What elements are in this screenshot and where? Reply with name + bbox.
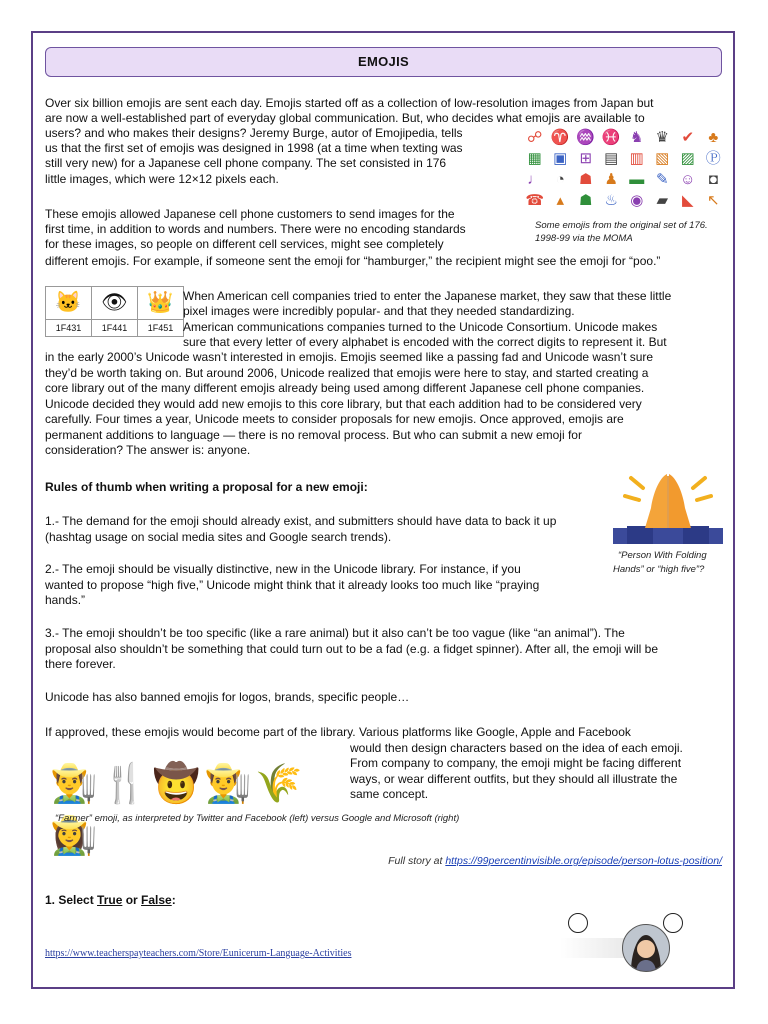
original-emoji-glyph: ♩ — [527, 171, 543, 188]
source-link[interactable]: https://99percentinvisible.org/episode/person-lotus-position/ — [445, 855, 722, 867]
original-emoji-glyph: ♒ — [576, 129, 596, 146]
original-emoji-glyph: ◘ — [708, 171, 718, 188]
para3-line-8: Unicode decided they would add new emojis to this core library, but that each addition had to be considered very — [45, 397, 642, 411]
intro-line-2: are now a well-established part of everyday global communication. But, who decides what emojis are available to — [45, 111, 645, 125]
author-avatar — [622, 924, 670, 972]
approved-line-3: From company to company, the emoji might be facing different — [350, 756, 682, 770]
approved-line-1: If approved, these emojis would become part of the library. Various platforms like Google, Apple and Facebook — [45, 725, 631, 739]
para3-line-3: American communications companies turned to the Unicode Consortium. Unicode makes — [183, 320, 658, 334]
question-colon: : — [171, 893, 176, 907]
rule2-line-3: hands.” — [45, 593, 86, 607]
question-number: 1. Select — [45, 893, 98, 907]
original-emoji-glyph: ▤ — [604, 150, 619, 167]
answer-circle-left[interactable] — [568, 913, 588, 933]
cat-icon: 🐱 — [46, 287, 92, 320]
original-emoji-glyph: ▥ — [629, 150, 644, 167]
original-emoji-glyph: ▦ — [527, 150, 542, 167]
page-title: EMOJIS — [45, 47, 722, 77]
false-option[interactable]: False — [141, 893, 172, 907]
crown-icon: 👑 — [138, 287, 184, 320]
para3-line-5: in the early 2000’s Unicode wasn’t interested in emojis. Emojis seemed like a passing fad and Unicode wasn’t sure — [45, 350, 654, 364]
para3-line-6: they’d be worth taking on. But around 2006, Unicode realized that emojis were here to stay, and started creating a — [45, 366, 649, 380]
original-emoji-set-image — [522, 127, 726, 215]
true-option[interactable]: True — [97, 893, 123, 907]
original-emoji-glyph: ◉ — [630, 192, 644, 209]
para3-line-2: pixel images were incredibly popular- and that they needed standardizing. — [183, 304, 575, 318]
original-emoji-glyph: ✔ — [681, 129, 695, 146]
original-emoji-glyph: ◔ — [555, 171, 565, 188]
para2-line-2: first time, in addition to words and numbers. There were no encoding standards — [45, 222, 466, 236]
intro-line-5: still very new) for a Japanese cell phone company. The set consisted in 176 — [45, 156, 447, 170]
intro-line-6: little images, which were 12×12 pixels each. — [45, 172, 279, 186]
intro-line-3: users? and who makes their designs? Jeremy Burge, autor of Emojipedia, tells — [45, 126, 463, 140]
para2-line-3: for these images, so people on different cell services, might see completely — [45, 237, 444, 251]
original-emoji-glyph: ▧ — [655, 150, 670, 167]
original-set-caption: Some emojis from the original set of 176. 1998-99 via the MOMA — [535, 220, 708, 244]
para3-line-7: core library out of the many different emojis already being used among different Japanese cell phone companies. — [45, 381, 645, 395]
codepoint-crown: 1F451 — [138, 320, 184, 337]
praying-hands-image — [613, 464, 723, 544]
original-emoji-glyph: ↖ — [706, 192, 720, 209]
original-emoji-glyph: ♞ — [630, 129, 644, 146]
footer-store-link[interactable]: https://www.teacherspayteachers.com/Store/Eunicerum-Language-Activities — [45, 948, 352, 959]
footer — [45, 948, 351, 959]
intro-line-1: Over six billion emojis are sent each day. Emojis started off as a collection of low-resolution images from Japan but — [45, 96, 654, 110]
eye-icon: 👁 — [92, 287, 138, 320]
original-emoji-glyph: ☗ — [579, 171, 593, 188]
rule1-line-2: (hashtag usage on social media sites and Google search trends). — [45, 530, 392, 544]
original-emoji-glyph: ☍ — [527, 129, 543, 146]
original-emoji-glyph: ♓ — [601, 129, 621, 146]
original-emoji-glyph: ▬ — [629, 171, 645, 188]
rule3-line-2: proposal also shouldn’t be something that could turn out to be a fad (e.g. a fidget spinner). After all, the emoji will be — [45, 642, 659, 656]
para2-line-1: These emojis allowed Japanese cell phone customers to send images for the — [45, 207, 455, 221]
original-emoji-glyph: ☎ — [525, 192, 545, 209]
original-emoji-glyph: ▨ — [680, 150, 695, 167]
question-heading — [45, 893, 176, 907]
hands-caption-line-1: “Person With Folding — [618, 550, 707, 561]
shadow-decoration — [560, 938, 630, 958]
question-or: or — [122, 893, 142, 907]
para3-line-1: When American cell companies tried to enter the Japanese market, they saw that these little — [183, 289, 672, 303]
para3-line-9: carefully. Four times a year, Unicode meets to consider proposals for new emojis. Once approved, emojis are — [45, 412, 624, 426]
para3-line-11: consideration? The answer is: anyone. — [45, 443, 251, 457]
original-emoji-glyph: ▣ — [553, 150, 568, 167]
original-emoji-glyph: ▰ — [656, 192, 669, 209]
rules-heading: Rules of thumb when writing a proposal for a new emoji: — [45, 480, 368, 494]
hands-caption-line-2: Hands” or “high five”? — [613, 564, 705, 575]
source-prefix: Full story at — [388, 855, 446, 867]
para2-line-4: different emojis. For example, if someone sent the emoji for “hamburger,” the recipient might see the emoji for “poo.” — [45, 254, 661, 268]
banned-line: Unicode has also banned emojis for logos, brands, specific people… — [45, 690, 410, 704]
rule2-line-2: wanted to propose “high five,” Unicode might think that it already looks too much like “praying — [45, 578, 540, 592]
original-emoji-glyph: ▴ — [556, 192, 565, 209]
rule1-line-1: 1.- The demand for the emoji should already exist, and submitters should have data to back it up — [45, 514, 557, 528]
approved-line-2: would then design characters based on the idea of each emoji. — [350, 741, 683, 755]
original-emoji-glyph: ♈ — [550, 129, 570, 146]
para3-line-4: sure that every letter of every alphabet is encoded with the correct digits to represent it. But — [183, 335, 667, 349]
farmer-caption: “Farmer” emoji, as interpreted by Twitter and Facebook (left) versus Google and Microsoft (right) — [55, 813, 460, 824]
rule3-line-3: there forever. — [45, 657, 116, 671]
original-emoji-glyph: ⊞ — [579, 150, 593, 167]
intro-line-4: us that the first set of emojis was designed in 1998 (at a time when texting was — [45, 141, 463, 155]
rule2-line-1: 2.- The emoji should be visually distinctive, new in the Unicode library. For instance, if you — [45, 562, 521, 576]
para3-line-10: permanent additions to language — there is no removal process. But who can submit a new emoji for — [45, 428, 582, 442]
farmer-emoji-image: 👨‍🌾🍴🤠👨‍🌾🌾👩‍🌾 — [50, 763, 307, 857]
approved-line-5: same concept. — [350, 787, 429, 801]
rule3-line-1: 3.- The emoji shouldn’t be too specific (like a rare animal) but it also can’t be too vague (like “an animal”). The — [45, 626, 625, 640]
codepoint-cat: 1F431 — [46, 320, 92, 337]
original-emoji-glyph: ✎ — [655, 171, 669, 188]
unicode-codepoint-table — [45, 286, 184, 337]
approved-line-4: ways, or wear different outfits, but they should all illustrate the — [350, 772, 678, 786]
original-emoji-glyph: Ⓟ — [705, 150, 721, 167]
original-emoji-glyph: ♨ — [604, 192, 618, 209]
source-line — [388, 855, 722, 867]
original-emoji-glyph: ☺ — [680, 171, 696, 188]
codepoint-eye: 1F441 — [92, 320, 138, 337]
original-emoji-glyph: ♟ — [604, 171, 618, 188]
original-emoji-glyph: ☗ — [579, 192, 593, 209]
original-emoji-glyph: ♣ — [708, 129, 719, 146]
original-emoji-glyph: ♛ — [655, 129, 669, 146]
original-emoji-glyph: ◣ — [681, 192, 694, 209]
answer-circle-right[interactable] — [663, 913, 683, 933]
